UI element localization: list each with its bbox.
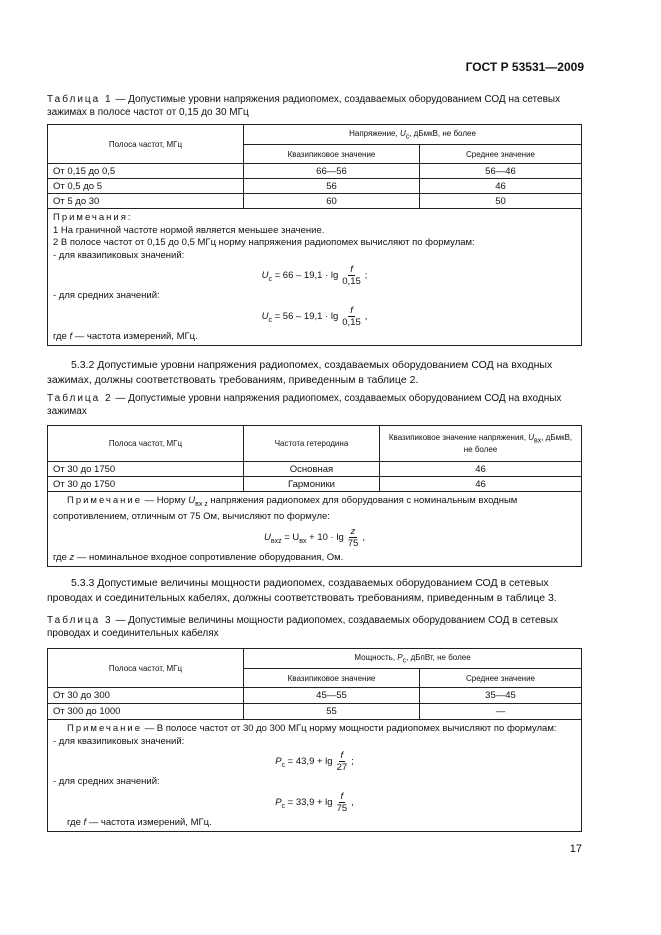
table1-caption-text: — Допустимые уровни напряжения радиопомех, создаваемых оборудованием СОД на сетевых зажимах в полосе частот от 0,15 до 30 МГц: [47, 94, 561, 118]
table2-header-qp-pre: Квазипиковое значение напряжения,: [388, 433, 529, 443]
table3-notes: [48, 720, 582, 832]
table1-cell-qp: 56: [244, 179, 420, 194]
formula-expression: + 10 · lg: [306, 531, 344, 543]
table2-note-sym: U: [188, 495, 196, 506]
table2-notes-label: Примечание: [67, 495, 142, 506]
formula-subscript: вхz: [270, 537, 282, 545]
page-number: 17: [569, 843, 582, 855]
formula-expression: = 56 – 19,1 · lg: [271, 310, 339, 322]
table3-header-group: [244, 649, 582, 669]
table3-header-qp: Квазипиковое значение: [244, 669, 420, 688]
table2-cell-lo: Гармоники: [244, 477, 380, 492]
table3-header-group-pre: Мощность,: [354, 652, 398, 662]
formula-symbol: U: [261, 270, 269, 282]
formula-subscript: c: [281, 802, 286, 810]
table1-cell-band: От 5 до 30: [48, 194, 244, 209]
table1-header-group-sub: c: [405, 133, 410, 141]
fraction-numerator: z: [350, 525, 356, 537]
table-row: [48, 164, 582, 179]
formula-symbol: U: [261, 310, 269, 322]
table1-cell-qp: 60: [244, 194, 420, 209]
formula-end: ;: [351, 756, 354, 768]
table2-header-qp-post: , дБмкВ, не более: [463, 433, 573, 454]
fraction-denominator: 27: [336, 762, 348, 773]
formula-symbol: P: [275, 796, 282, 808]
where-symbol: f: [83, 816, 87, 828]
table2-header-qp-sub: вх: [533, 437, 542, 445]
table3-header-group-sub: c: [402, 657, 407, 665]
formula-subscript: вх: [299, 537, 307, 545]
table3-caption-text: — Допустимые величины мощности радиопомех, создаваемых оборудованием СОД в сетевых проводах и соединительных кабелях: [47, 615, 559, 639]
table3-cell-avg: —: [420, 704, 582, 720]
table1-cell-qp: 66—56: [244, 164, 420, 179]
table1-cell-band: От 0,15 до 0,5: [48, 164, 244, 179]
table2-note-post: напряжения радиопомех для оборудования с номинальным входным сопротивлением, отличным от 75 Ом, вычисляют по формуле:: [53, 495, 518, 523]
table2-caption-label: Таблица 2: [47, 393, 113, 404]
formula-fraction: [340, 264, 363, 287]
table3-header-avg: Среднее значение: [420, 669, 582, 688]
formula-end: ,: [362, 531, 365, 543]
where-symbol: z: [69, 551, 75, 563]
table1-note-qp: - для квазипиковых значений:: [53, 249, 185, 261]
formula-end: ,: [364, 310, 368, 322]
fraction-denominator: 75: [336, 802, 348, 814]
where-symbol: f: [69, 330, 73, 342]
where-prefix: где: [53, 551, 70, 563]
table1-header-group-sym: U: [399, 128, 406, 138]
table2-header-qp: [380, 426, 582, 462]
table2-note-pre: — Норму: [142, 495, 189, 506]
formula-end: ;: [364, 270, 368, 282]
table2-note-sub: вх z: [195, 500, 208, 508]
table2-formula: [53, 526, 576, 549]
fraction-numerator: f: [350, 264, 353, 275]
table3-header-group-post: , дБпВт, не более: [406, 652, 471, 662]
table1-note-2: 2 В полосе частот от 0,15 до 0,5 МГц норму напряжения радиопомех вычисляют по формулам:: [53, 237, 475, 248]
formula-expression: = 33,9 + lg: [285, 796, 333, 808]
table1-caption: [47, 93, 582, 119]
formula-fraction: [335, 791, 350, 814]
table1-header-group-pre: Напряжение,: [349, 128, 400, 138]
formula-symbol: U: [264, 531, 271, 543]
table1-header-group: [244, 125, 582, 145]
fraction-denominator: 0,15: [342, 276, 361, 287]
table3-formula-qp: [53, 750, 576, 773]
table1-header-band: Полоса частот, МГц: [48, 125, 244, 164]
paragraph-5-3-3: 5.3.3 Допустимые величины мощности радиопомех, создаваемых оборудованием СОД в сетевых проводах и соединительных кабелях, должны соответствовать требованиям, приведенным в таблице 3.: [47, 577, 557, 604]
formula-fraction: [346, 526, 361, 549]
formula-subscript: c: [268, 316, 272, 324]
fraction-numerator: f: [350, 304, 353, 316]
table2-cell-band: От 30 до 1750: [48, 462, 244, 477]
table3-caption-label: Таблица 3: [47, 615, 113, 626]
table-row: [48, 477, 582, 492]
table2-caption: [47, 392, 582, 418]
where-text: — частота измерений, МГц.: [72, 330, 198, 342]
table-row: [48, 704, 582, 720]
table1: [47, 124, 582, 346]
fraction-numerator: f: [340, 750, 344, 761]
formula-end: ,: [351, 796, 354, 808]
table2: [47, 425, 582, 567]
table1-note-1: 1 На граничной частоте нормой является меньшее значение.: [53, 224, 325, 236]
table-row: [48, 194, 582, 209]
table2-header-qp-sym: U: [528, 433, 534, 443]
table3-note: [53, 723, 576, 736]
table3-note-qp: - для квазипиковых значений:: [53, 735, 185, 747]
table1-caption-label: Таблица 1: [47, 94, 113, 105]
table1-cell-avg: 56—46: [420, 164, 582, 179]
table-row: [48, 462, 582, 477]
table1-header-avg: Среднее значение: [420, 145, 582, 164]
table3-note-avg: - для средних значений:: [53, 776, 160, 787]
formula-fraction: [335, 750, 350, 773]
where-text: — частота измерений, МГц.: [86, 816, 212, 828]
table-row: [48, 688, 582, 704]
table2-header-band: Полоса частот, МГц: [48, 426, 244, 462]
table1-cell-avg: 46: [420, 179, 582, 194]
table1-formula-qp: [53, 264, 576, 287]
table2-header-lo: Частота гетеродина: [244, 426, 380, 462]
where-prefix: где: [53, 330, 70, 342]
fraction-denominator: 0,15: [342, 316, 361, 328]
table3-note-text: — В полосе частот от 30 до 300 МГц норму мощности радиопомех вычисляют по формулам:: [142, 723, 557, 734]
table3-header-group-sym: P: [397, 652, 403, 662]
table3-cell-avg: 35—45: [420, 688, 582, 704]
where-text: — номинальное входное сопротивление оборудования, Ом.: [74, 551, 344, 563]
table3: [47, 648, 582, 832]
table2-cell-qp: 46: [380, 462, 582, 477]
document-id: ГОСТ Р 53531—2009: [465, 60, 584, 74]
where-prefix: где: [67, 816, 84, 828]
table3-notes-label: Примечание: [67, 723, 142, 734]
table3-cell-qp: 55: [244, 704, 420, 720]
table1-header-qp: Квазипиковое значение: [244, 145, 420, 164]
table2-notes: [48, 492, 582, 567]
formula-expression: = 66 – 19,1 · lg: [271, 270, 339, 282]
fraction-numerator: f: [340, 790, 344, 802]
formula-expression: = 43,9 + lg: [285, 756, 333, 768]
table1-where: [53, 331, 576, 344]
formula-subscript: c: [268, 275, 272, 283]
table2-caption-text: — Допустимые уровни напряжения радиопомех, создаваемых оборудованием СОД на входных зажимах: [47, 393, 562, 417]
table-row: [48, 179, 582, 194]
formula-expression: = U: [281, 531, 300, 543]
paragraph-5-3-2: 5.3.2 Допустимые уровни напряжения радиопомех, создаваемых оборудованием СОД на входных зажимах, должны соответствовать требованиям, приведенным в таблице 2.: [47, 359, 553, 386]
table1-notes-label: Примечания:: [53, 212, 133, 223]
table3-cell-band: От 30 до 300: [48, 688, 244, 704]
table1-note-avg: - для средних значений:: [53, 290, 160, 301]
table1-header-group-post: , дБмкВ, не более: [409, 128, 476, 138]
table2-note: [53, 495, 576, 524]
formula-symbol: P: [275, 756, 282, 768]
table1-notes: [48, 209, 582, 346]
table2-where: [53, 552, 576, 565]
formula-fraction: [340, 305, 363, 328]
table2-cell-lo: Основная: [244, 462, 380, 477]
table2-cell-band: От 30 до 1750: [48, 477, 244, 492]
formula-subscript: c: [281, 761, 286, 769]
table1-formula-avg: [53, 305, 576, 328]
fraction-denominator: 75: [347, 537, 359, 549]
table3-cell-band: От 300 до 1000: [48, 704, 244, 720]
table3-formula-avg: [53, 791, 576, 814]
table3-caption: [47, 614, 582, 640]
table3-where: [53, 817, 576, 830]
table1-cell-avg: 50: [420, 194, 582, 209]
table1-cell-band: От 0,5 до 5: [48, 179, 244, 194]
table3-cell-qp: 45—55: [244, 688, 420, 704]
table3-header-band: Полоса частот, МГц: [48, 649, 244, 688]
table2-cell-qp: 46: [380, 477, 582, 492]
